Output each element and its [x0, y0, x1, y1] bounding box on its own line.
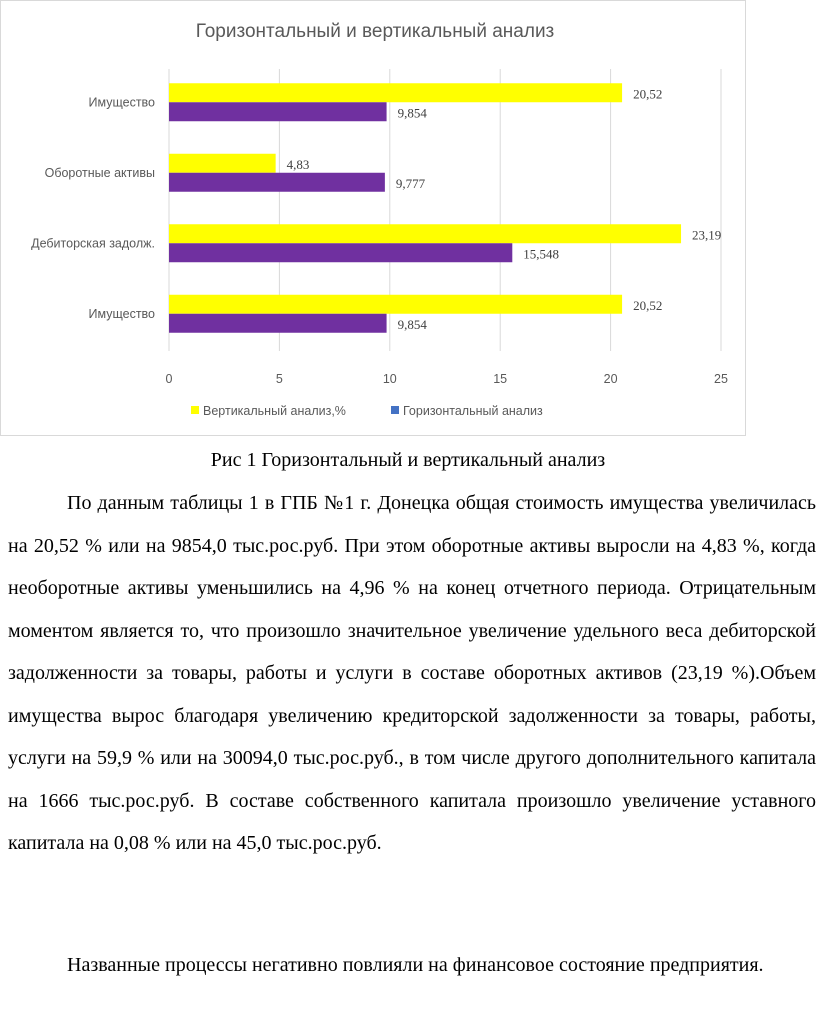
- x-tick-label: 25: [714, 372, 728, 386]
- legend-swatch: [191, 406, 199, 414]
- legend-swatch: [391, 406, 399, 414]
- category-label: Дебиторская задолж.: [31, 236, 155, 251]
- bar-horizontal-analysis: [169, 173, 385, 192]
- body-paragraph-2: Названные процессы негативно повлияли на финансовое состояние предприятия.: [67, 954, 764, 976]
- bar-vertical-analysis: [169, 224, 681, 243]
- bar-horizontal-analysis: [169, 314, 387, 333]
- x-tick-label: 5: [275, 372, 283, 386]
- data-label: 23,19: [692, 227, 722, 243]
- bar-vertical-analysis: [169, 83, 622, 102]
- x-tick-label: 10: [382, 372, 397, 386]
- legend-label: Горизонтальный анализ: [403, 404, 543, 418]
- x-tick-label: 0: [165, 372, 173, 386]
- category-label: Имущество: [88, 95, 155, 110]
- bar-vertical-analysis: [169, 295, 622, 314]
- category-label: Оборотные активы: [44, 165, 155, 180]
- data-label: 9,854: [397, 105, 427, 121]
- bar-chart: [1, 1, 747, 437]
- x-tick-label: 15: [493, 372, 508, 386]
- figure-caption: Рис 1 Горизонтальный и вертикальный анализ: [210, 449, 606, 471]
- chart-title: Горизонтальный и вертикальный анализ: [195, 21, 555, 42]
- x-tick-label: 20: [603, 372, 618, 386]
- bar-horizontal-analysis: [169, 243, 512, 262]
- legend-label: Вертикальный анализ,%: [203, 404, 346, 418]
- data-label: 4,83: [286, 156, 310, 172]
- data-label: 15,548: [523, 246, 560, 262]
- bar-horizontal-analysis: [169, 102, 387, 121]
- bar-vertical-analysis: [169, 154, 276, 173]
- category-label: Имущество: [88, 306, 155, 321]
- data-label: 20,52: [633, 86, 663, 102]
- data-label: 9,854: [397, 316, 427, 332]
- data-label: 20,52: [633, 297, 663, 313]
- chart-container: [0, 0, 746, 436]
- data-label: 9,777: [395, 175, 426, 191]
- body-paragraph-1: По данным таблицы 1 в ГПБ №1 г. Донецка общая стоимость имущества увеличилась на 20,52 % или на 9854,0 тыс.рос.руб. При этом оборотные активы выросли на 4,83 %, когда необоротные активы уменьшились на 4,96 % на конец отчетного периода. Отрицательным моментом является то, что произошло значительное увеличение удельного веса дебиторской задолженности за товары, работы и услуги в составе оборотных активов (23,19 %).Объем имущества вырос благодаря увеличению кредиторской задолженности за товары, работы, услуги на 59,9 % или на 30094,0 тыс.рос.руб., в том числе другого дополнительного капитала на 1666 тыс.рос.руб. В составе собственного капитала произошло увеличение уставного капитала на 0,08 % или на 45,0 тыс.рос.руб.: [8, 492, 816, 854]
